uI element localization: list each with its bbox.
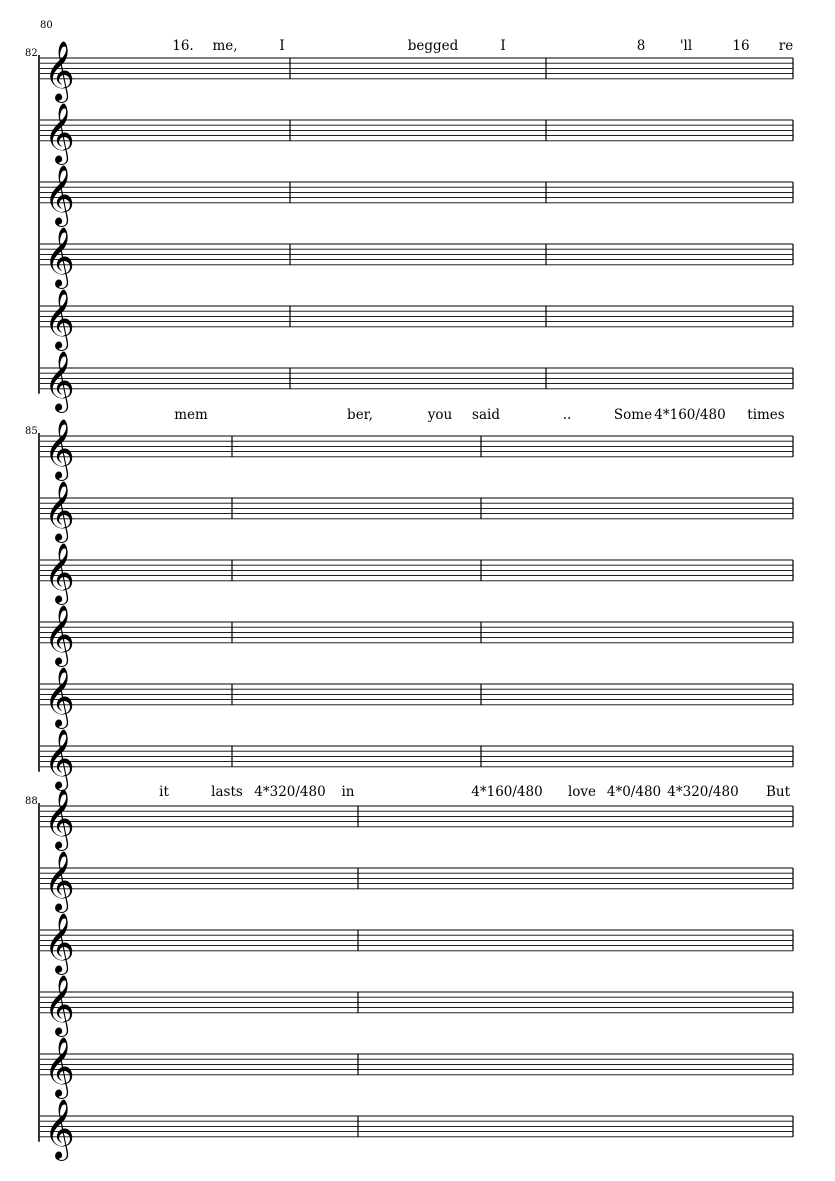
lyric-syllable: love xyxy=(567,784,597,800)
lyric-syllable: I xyxy=(279,38,285,54)
lyric-syllable: But xyxy=(765,784,791,800)
treble-clef-icon: 𝄞 xyxy=(44,912,75,973)
lyric-syllable: 4*160/480 xyxy=(654,407,726,423)
lyric-syllable: 4*320/480 xyxy=(254,784,326,800)
score-systems xyxy=(25,38,793,1161)
lyric-syllable: times xyxy=(747,407,785,423)
treble-clef-icon: 𝄞 xyxy=(44,1036,75,1097)
lyric-syllable: 16. xyxy=(172,38,194,54)
staff xyxy=(40,930,793,951)
staff xyxy=(40,244,793,265)
lyric-syllable: 4*0/480 xyxy=(606,784,662,800)
staff xyxy=(40,868,793,889)
lyric-syllable: 'll xyxy=(679,38,693,54)
treble-clef-icon: 𝄞 xyxy=(44,604,75,665)
lyric-syllable: said xyxy=(472,407,500,423)
treble-clef-icon: 𝄞 xyxy=(44,40,75,101)
treble-clef-icon: 𝄞 xyxy=(44,666,75,727)
lyric-syllable: mem xyxy=(174,407,208,423)
measure-number: 82 xyxy=(25,48,38,59)
staff xyxy=(40,560,793,581)
lyric-syllable: in xyxy=(341,784,355,800)
treble-clef-icon: 𝄞 xyxy=(44,418,75,479)
lyric-syllable: 16 xyxy=(732,38,750,54)
system-1 xyxy=(25,38,793,413)
staff xyxy=(40,1054,793,1075)
system-3 xyxy=(25,784,793,1161)
treble-clef-icon: 𝄞 xyxy=(44,788,75,849)
staff xyxy=(40,992,793,1013)
system-2 xyxy=(25,407,793,791)
staff xyxy=(40,684,793,705)
lyric-syllable: begged xyxy=(407,38,459,54)
lyric-syllable: re xyxy=(778,38,794,54)
treble-clef-icon: 𝄞 xyxy=(44,728,75,789)
lyric-syllable: it xyxy=(159,784,169,800)
staff xyxy=(40,806,793,827)
staff xyxy=(40,436,793,457)
treble-clef-icon: 𝄞 xyxy=(44,288,75,349)
staff xyxy=(40,120,793,141)
staff xyxy=(40,368,793,389)
treble-clef-icon: 𝄞 xyxy=(44,850,75,911)
lyric-syllable: 4*320/480 xyxy=(667,784,739,800)
staff xyxy=(40,498,793,519)
lyric-syllable: lasts xyxy=(211,784,243,800)
treble-clef-icon: 𝄞 xyxy=(44,480,75,541)
lyric-syllable: 4*160/480 xyxy=(471,784,543,800)
treble-clef-icon: 𝄞 xyxy=(44,542,75,603)
lyric-syllable: me, xyxy=(212,38,238,54)
page-number: 80 xyxy=(40,20,53,31)
lyric-syllable: I xyxy=(500,38,506,54)
treble-clef-icon: 𝄞 xyxy=(44,226,75,287)
measure-number: 85 xyxy=(25,426,38,437)
lyric-syllable: Some xyxy=(613,407,653,423)
staff xyxy=(40,182,793,203)
lyric-syllable: ber, xyxy=(347,407,373,423)
lyric-syllable: you xyxy=(427,407,453,423)
treble-clef-icon: 𝄞 xyxy=(44,164,75,225)
lyric-syllable: 8 xyxy=(636,38,646,54)
staff xyxy=(40,58,793,79)
measure-number: 88 xyxy=(25,796,38,807)
staff xyxy=(40,1116,793,1137)
treble-clef-icon: 𝄞 xyxy=(44,1098,75,1159)
treble-clef-icon: 𝄞 xyxy=(44,974,75,1035)
staff xyxy=(40,306,793,327)
staff xyxy=(40,746,793,767)
treble-clef-icon: 𝄞 xyxy=(44,350,75,411)
lyric-syllable: .. xyxy=(562,407,572,423)
staff xyxy=(40,622,793,643)
treble-clef-icon: 𝄞 xyxy=(44,102,75,163)
